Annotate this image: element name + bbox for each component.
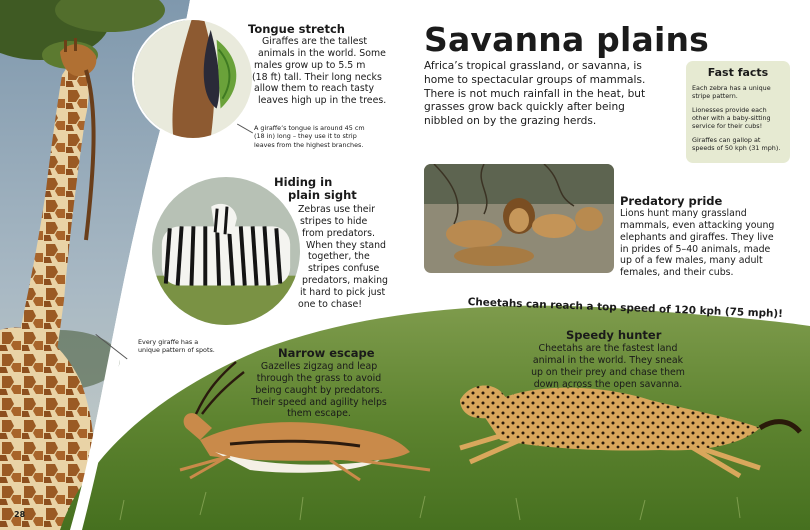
body-line: up on their prey and chase them [531, 366, 685, 378]
body-line: leaves high up in the trees. [258, 95, 387, 107]
body-line: (18 ft) tall. Their long necks [252, 71, 382, 83]
caption-line: unique pattern of spots. [138, 346, 215, 355]
body-line: from predators. [302, 227, 375, 239]
body-line: males grow up to 5.5 m [254, 59, 366, 71]
body-line: up of a few males, many adult [620, 255, 763, 267]
body-line: Zebras use their [298, 204, 376, 215]
fast-fact-item: Giraffes can gallop at speeds of 50 kph (31 mph). [692, 136, 781, 152]
tongue-heading: Tongue stretch [248, 22, 345, 36]
body-line: When they stand [306, 239, 387, 251]
narrow-heading: Narrow escape [278, 346, 375, 360]
giraffe-caption [138, 338, 215, 355]
fast-fact-item: Each zebra has a unique stripe pattern. [692, 84, 771, 100]
body-line: down across the open savanna. [533, 378, 683, 390]
body-line: in prides of 5–40 animals, made [620, 243, 771, 255]
caption-line: (18 in) long – they use it to strip [254, 132, 357, 141]
lion-pride-photo [424, 164, 614, 273]
pride-heading: Predatory pride [620, 194, 723, 208]
fast-facts-title: Fast facts [707, 66, 769, 79]
body-line: Lions hunt many grassland [620, 208, 747, 219]
heading-line: Hiding in [274, 175, 333, 189]
caption-line: leaves from the highest branches. [254, 140, 364, 149]
tongue-caption [254, 124, 365, 149]
pride-body [620, 208, 774, 279]
speed-banner: Cheetahs can reach a top speed of 120 kph (75 mph)! [467, 296, 784, 321]
fast-fact-item: Lionesses provide each other with a baby-sitting service for their cubs! [692, 106, 771, 130]
giraffe-tongue-photo [132, 18, 254, 140]
body-line: Their speed and agility helps [251, 396, 387, 408]
body-line: mammals, even attacking young [620, 219, 775, 231]
page-title: Savanna plains [424, 20, 710, 59]
body-line: together, the [308, 251, 370, 263]
body-line: animal in the world. They sneak [532, 354, 684, 366]
speedy-heading: Speedy hunter [566, 328, 662, 342]
body-line: animals in the world. Some [258, 47, 386, 59]
body-line: predators, making [302, 275, 388, 287]
hiding-body [298, 204, 388, 311]
body-line: stripes to hide [300, 215, 368, 227]
body-line: Cheetahs are the fastest land [538, 343, 678, 354]
body-line: one to chase! [298, 298, 363, 310]
caption-line: A giraffe’s tongue is around 45 cm [254, 124, 365, 132]
body-line: females, and their cubs. [620, 267, 734, 279]
body-line: being caught by predators. [255, 384, 383, 396]
hiding-heading [274, 176, 357, 202]
narrow-body [244, 361, 394, 420]
tongue-body [252, 36, 387, 107]
fast-facts-box [686, 61, 790, 163]
speedy-body [528, 343, 688, 390]
heading-line: plain sight [288, 188, 357, 203]
body-line: allow them to reach tasty [254, 83, 374, 95]
body-line: Giraffes are the tallest [262, 36, 368, 47]
body-line: Gazelles zigzag and leap [260, 361, 378, 372]
body-line: it hard to pick just [300, 286, 386, 298]
body-line: elephants and giraffes. They live [620, 231, 774, 243]
body-line: them escape. [287, 408, 351, 420]
caption-line: Every giraffe has a [138, 338, 199, 346]
page-number: 28 [14, 510, 26, 519]
intro-paragraph: Africa’s tropical grassland, or savanna, is home to spectacular groups of mammals. There is not much rainfall in the heat, but grasses grow back quickly after being nibbled on by the grazing herds. [424, 60, 646, 128]
body-line: through the grass to avoid [256, 372, 382, 384]
body-line: stripes confuse [308, 263, 380, 275]
